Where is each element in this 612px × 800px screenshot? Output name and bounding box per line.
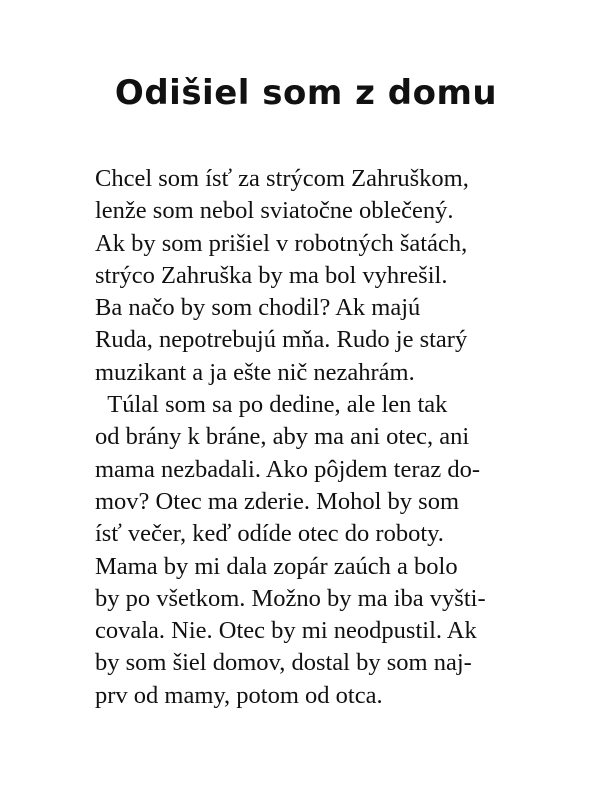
text-line: Chcel som ísť za strýcom Zahruškom, (95, 165, 469, 192)
text-line: Ruda, nepotrebujú mňa. Rudo je starý (95, 326, 468, 354)
text-line: prv od mamy, potom od otca. (95, 681, 383, 709)
text-line: od brány k bráne, aby ma ani otec, ani (95, 423, 470, 451)
text-line: ísť večer, keď odíde otec do roboty. (95, 520, 444, 548)
text-line: Túlal som sa po dedine, ale len tak (95, 391, 448, 419)
text-line: mov? Otec ma zderie. Mohol by som (95, 487, 460, 515)
text-line: mama nezbadali. Ako pôjdem teraz do- (95, 455, 481, 483)
text-line: muzikant a ja ešte nič nezahrám. (95, 358, 415, 386)
text-line: Ak by som prišiel v robotných šatách, (95, 229, 468, 257)
text-line: strýco Zahruška by ma bol vyhrešil. (95, 261, 448, 289)
page-title: Odišiel som z domu (114, 73, 498, 113)
text-line: covala. Nie. Otec by mi neodpustil. Ak (95, 617, 477, 645)
text-line: lenže som nebol sviatočne oblečený. (95, 197, 454, 225)
text-line: by po všetkom. Možno by ma iba vyšti- (95, 584, 486, 612)
text-line: Mama by mi dala zopár zaúch a bolo (95, 552, 458, 580)
body-text (95, 163, 555, 712)
text-line: by som šiel domov, dostal by som naj- (95, 649, 472, 677)
text-line: Ba načo by som chodil? Ak majú (95, 294, 421, 322)
